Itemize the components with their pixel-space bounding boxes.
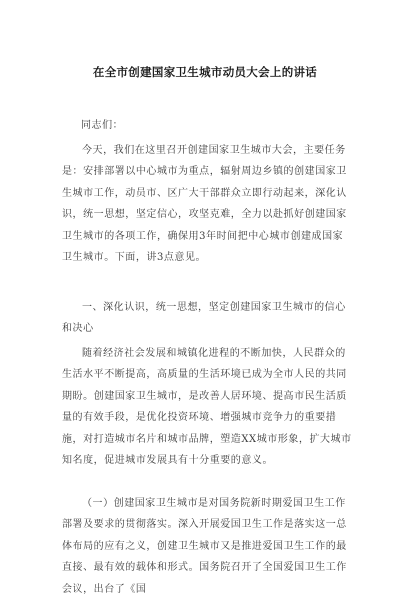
- paragraph-2: [62, 343, 352, 471]
- section-heading-1: [62, 297, 352, 340]
- salutation-text: 同志们：: [81, 120, 124, 131]
- section-heading-1-text: 一、深化认识，统一思想，坚定创建国家卫生城市的信心和决心: [62, 302, 346, 335]
- salutation: [81, 118, 361, 134]
- paragraph-3: [62, 493, 352, 600]
- paragraph-2-text: 随着经济社会发展和城镇化进程的不断加快，人民群众的生活水平不断提高，高质量的生活环境已成为全市人民的共同期盼。创建国家卫生城市，是改善人居环境、提高市民生活质量的有效手段，是优化投资环境、增强城市竞争力的重要措施，对打造城市名片和城市品牌，塑造XX城市形象，扩大城市知名度，促进城市发展具有十分重要的意义。: [62, 348, 352, 467]
- document-title: 在全市创建国家卫生城市动员大会上的讲话: [92, 65, 318, 79]
- paragraph-3-text: （一）创建国家卫生城市是对国务院新时期爱国卫生工作部署及要求的贯彻落实。深入开展爱国卫生工作是落实这一总体布局的应有之义，创建卫生城市又是推进爱国卫生工作的最直接、最有效的载体和形式。国务院召开了全国爱国卫生工作会议，出台了《国: [62, 498, 347, 595]
- paragraph-1-text: 今天，我们在这里召开创建国家卫生城市大会，主要任务是：安排部署以中心城市为重点，辐射周边乡镇的创建国家卫生城市工作，动员市、区广大干部群众立即行动起来，深化认识，统一思想，坚定信心，攻坚克难，全力以赴抓好创建国家卫生城市的各项工作，确保用3年时间把中心城市创建成国家卫生城市。下面，讲3点意见。: [62, 145, 347, 264]
- paragraph-1: [62, 140, 352, 268]
